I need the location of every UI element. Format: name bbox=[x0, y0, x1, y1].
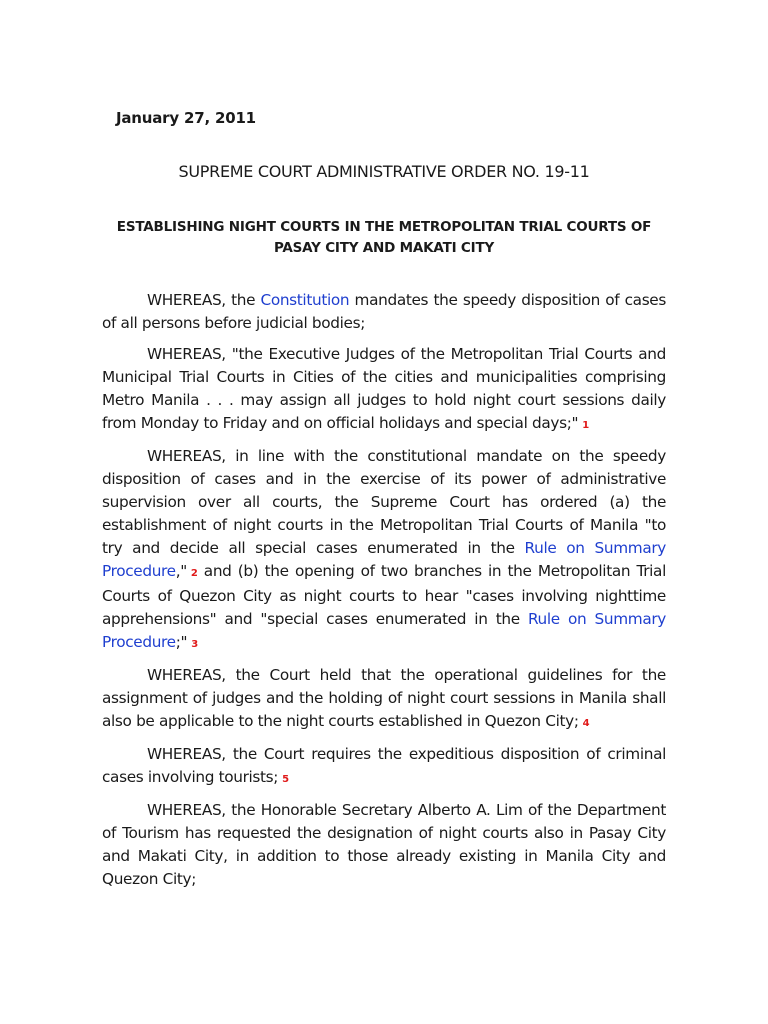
footnote-ref-4[interactable]: 4 bbox=[582, 718, 590, 729]
paragraph-text: WHEREAS, the Court held that the operational guidelines for the assignment of judges and the holding of night court sessions in Manila shall also be applicable to the night courts established in Quezon City; bbox=[102, 666, 666, 730]
footnote-ref-2[interactable]: 2 bbox=[190, 568, 198, 579]
footnote-ref-3[interactable]: 3 bbox=[191, 639, 198, 650]
paragraph-text: mandates the speedy disposition of cases of all persons before judicial bodies; bbox=[102, 291, 666, 332]
rule-on-summary-procedure-link[interactable]: Rule on Summary Procedure bbox=[102, 539, 667, 580]
paragraph-text: WHEREAS, the Court requires the expeditious disposition of criminal cases involving tourists; bbox=[102, 745, 666, 786]
order-date: January 27, 2011 bbox=[116, 109, 256, 127]
rule-on-summary-procedure-link[interactable]: Rule on Summary Procedure bbox=[102, 610, 666, 651]
footnote-ref-5[interactable]: 5 bbox=[282, 774, 289, 785]
paragraph-text: WHEREAS, the bbox=[147, 291, 261, 309]
order-subject: ESTABLISHING NIGHT COURTS IN THE METROPOLITAN TRIAL COURTS OF PASAY CITY AND MAKATI CITY bbox=[116, 219, 652, 256]
footnote-ref-1[interactable]: 1 bbox=[582, 420, 589, 431]
constitution-link[interactable]: Constitution bbox=[260, 291, 350, 309]
order-title: SUPREME COURT ADMINISTRATIVE ORDER NO. 19-11 bbox=[178, 162, 590, 181]
document-body bbox=[102, 289, 666, 899]
paragraph-text: WHEREAS, in line with the constitutional mandate on the speedy disposition of cases and in the exercise of its power of administrative supervision over all courts, the Supreme Court has ordered (a) the establishment of night courts in the Metropolitan Trial Courts of Manila "to try and decide all special cases enumerated in the bbox=[102, 447, 666, 557]
whereas-paragraph-2 bbox=[102, 343, 666, 437]
paragraph-text: ," bbox=[175, 562, 187, 580]
paragraph-text: WHEREAS, "the Executive Judges of the Metropolitan Trial Courts and Municipal Trial Courts in Cities of the cities and municipalities comprising Metro Manila . . . may assign all judges to hold night court sessions daily from Monday to Friday and on official holidays and special days;" bbox=[102, 345, 666, 432]
whereas-paragraph-1 bbox=[102, 289, 666, 335]
whereas-paragraph-6 bbox=[102, 799, 666, 891]
whereas-paragraph-3 bbox=[102, 445, 666, 656]
whereas-paragraph-5 bbox=[102, 743, 666, 791]
paragraph-text: and (b) the opening of two branches in the Metropolitan Trial Courts of Quezon City as night courts to hear "cases involving nighttime apprehensions" and "special cases enumerated in the bbox=[102, 562, 666, 628]
paragraph-text: ;" bbox=[175, 633, 188, 651]
paragraph-text: WHEREAS, the Honorable Secretary Alberto A. Lim of the Department of Tourism has requested the designation of night courts also in Pasay City and Makati City, in addition to those already existing in Manila City and Quezon City; bbox=[102, 801, 666, 888]
whereas-paragraph-4 bbox=[102, 664, 666, 735]
